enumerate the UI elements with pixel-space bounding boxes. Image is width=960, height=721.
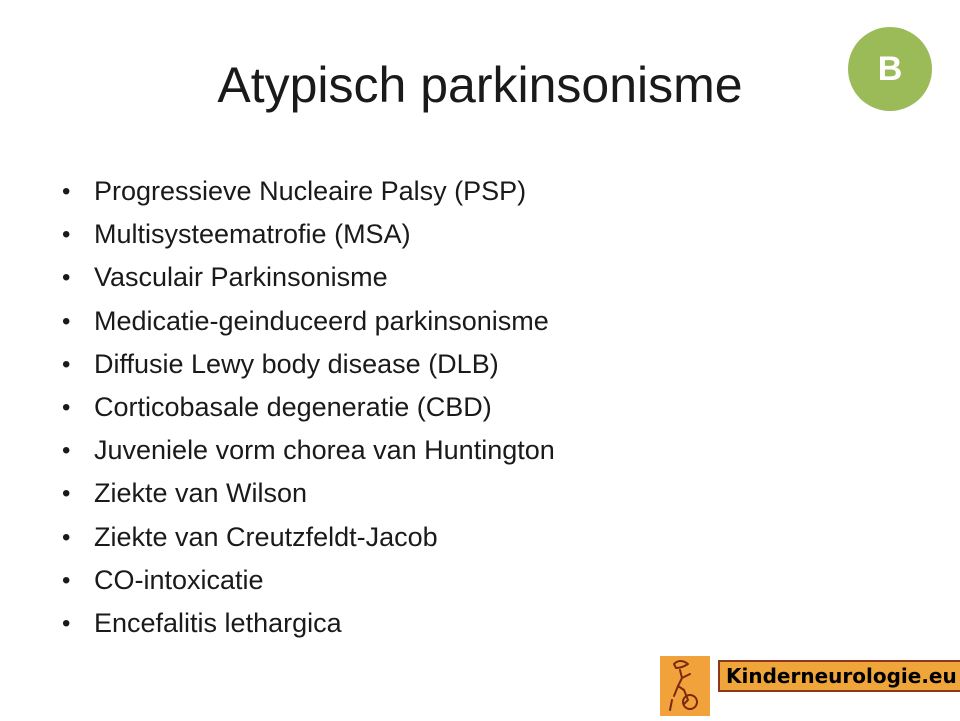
bullet-icon: • xyxy=(62,264,71,292)
list-item-text: Encefalitis lethargica xyxy=(94,607,342,638)
list-item xyxy=(62,300,882,343)
list-item xyxy=(62,602,882,645)
list-item-text: Progressieve Nucleaire Palsy (PSP) xyxy=(94,176,527,206)
list-item-text: Vasculair Parkinsonisme xyxy=(94,262,388,293)
list-item-text: Ziekte van Wilson xyxy=(94,478,308,509)
bullet-icon: • xyxy=(62,609,71,637)
list-item-text: CO-intoxicatie xyxy=(94,564,264,595)
slide-title: Atypisch parkinsonisme xyxy=(217,57,743,113)
list-item-text: Ziekte van Creutzfeldt-Jacob xyxy=(94,521,438,552)
bullet-icon: • xyxy=(62,393,71,421)
bullet-icon: • xyxy=(62,178,71,205)
list-item-text: Medicatie-geinduceerd parkinsonisme xyxy=(94,305,549,336)
list-item xyxy=(62,256,882,299)
bullet-icon: • xyxy=(62,566,71,594)
list-item-text: Multisysteematrofie (MSA) xyxy=(94,219,411,250)
list-item xyxy=(62,559,882,602)
logo-text: Kinderneurologie.eu xyxy=(718,660,960,692)
list-item xyxy=(62,516,882,559)
list-item xyxy=(62,170,882,213)
bullet-icon: • xyxy=(62,437,71,465)
kinderneurologie-logo xyxy=(660,656,957,716)
list-item xyxy=(62,386,882,429)
bullet-icon: • xyxy=(62,350,71,378)
child-figure-icon xyxy=(660,656,710,716)
section-badge-label: B xyxy=(877,49,903,88)
list-item xyxy=(62,343,882,386)
bullet-icon: • xyxy=(62,480,71,508)
list-item-text: Corticobasale degeneratie (CBD) xyxy=(94,391,492,422)
list-item xyxy=(62,429,882,472)
bullet-icon: • xyxy=(62,307,71,335)
bullet-list xyxy=(62,170,882,645)
list-item xyxy=(62,472,882,515)
bullet-icon: • xyxy=(62,221,71,249)
list-item-text: Diffusie Lewy body disease (DLB) xyxy=(94,348,499,379)
bullet-icon: • xyxy=(62,523,71,551)
list-item-text: Juveniele vorm chorea van Huntington xyxy=(94,435,555,466)
section-badge xyxy=(848,27,932,111)
list-item xyxy=(62,213,882,256)
